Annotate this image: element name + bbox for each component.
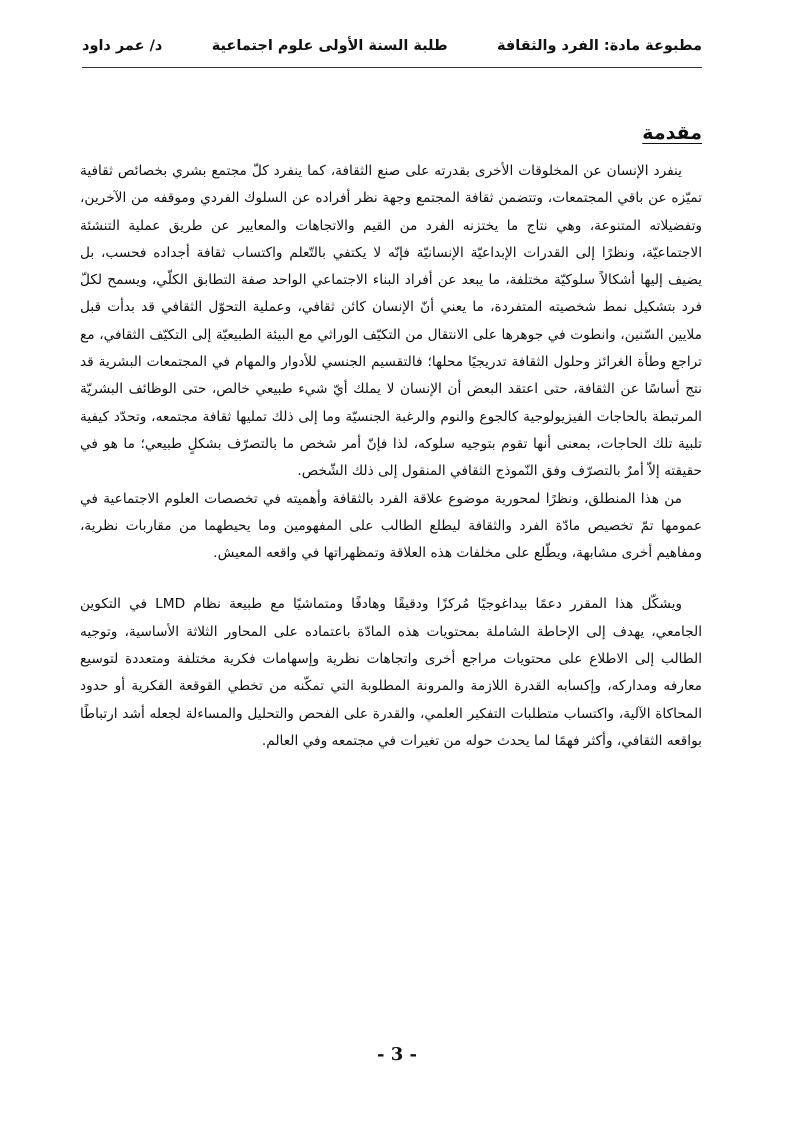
- section-title: مقدمة: [642, 122, 702, 144]
- paragraph: ينفرد الإنسان عن المخلوقات الأخرى بقدرته على صنع الثقافة، كما ينفرد كلّ مجتمع بشري بخصائص ثقافية تميّزه عن باقي المجتمعات، وتتضمن ثقافة المجتمع وجهة نظر أفراده عن السلوك الفردي وموقفه من الآخرين، وتفضيلاته المتنوعة، وهي نتاج ما يختزنه الفرد من القيم والاتجاهات والمعايير عن طريق عملية التنشئة الاجتماعيّة، ونظرًا إلى القدرات الإبداعيّة الإنسانيّة فإنّه لا يكتفي بالتّعلم واكتساب ثقافة أجداده فحسب، بل يضيف إليها أشكالاً سلوكيّة مختلفة، ما يبعد عن أفراد البناء الاجتماعي الواحد صفة التطابق الكلّي، ويسمح لكلّ فرد بتشكيل نمط شخصيته المتفردة، ما يعني أنّ الإنسان كائن ثقافي، وعملية التحوّل الثقافي قد بدأت قبل ملايين السّنين، وانطوت في جوهرها على الانتقال من التكيّف الوراثي مع البيئة الطبيعيّة إلى التكيّف الثقافي، مع تراجع وطأة الغرائز وحلول الثقافة تدريجيًا محلها؛ فالتقسيم الجنسي للأدوار والمهام في المجتمعات البشرية قد نتج أساسًا عن الثقافة، حتى اعتقد البعض أن الإنسان لا يملك أيّ شيء طبيعي خالص، حتى الوظائف البشريّة المرتبطة بالحاجات الفيزيولوجية كالجوع والنوم والرغبة الجنسيّة وما إلى ذلك تمليها ثقافة مجتمعه، وتحدّد كيفية تلبية تلك الحاجات، بمعنى أنها تقوم بتوجيه سلوكه، لذا فإنّ أمر شخص ما بالتصرّف بشكلٍ طبيعي؛ ما هو في حقيقته إلاّ أمرٌ بالتصرّف وفق النّموذج الثقافي المنقول إلى ذلك الشّخص.: [80, 163, 702, 480]
- audience-label: طلبة السنة الأولى علوم اجتماعية: [211, 38, 448, 54]
- body-text: [80, 158, 702, 755]
- running-header: [82, 38, 702, 54]
- paragraph: ويشكّل هذا المقرر دعمًا بيداغوجيًا مُركزًا ودقيقًا وهادفًا ومتماشيًا مع طبيعة نظام LMD في التكوين الجامعي، يهدف إلى الإحاطة الشاملة بمحتويات هذه المادّة باعتماده على المحاور الثلاثة الأساسية، وتوجيه الطالب إلى الاطلاع على محتويات مراجع أخرى واتجاهات نظرية وإسهامات فكرية مختلفة ومتعددة لتوسيع معارفه ومداركه، وإكسابه القدرة اللازمة والمرونة المطلوبة التي تمكّنه من تخطي القوقعة الفكرية أو حدود المحاكاة الآلية، واكتساب متطلبات التفكير العلمي، والقدرة على الفحص والتحليل والمساءلة لجعله أشد ارتباطًا بواقعه الثقافي، وأكثر فهمًا لما يحدث حوله من تغيرات في مجتمعه وفي العالم.: [80, 596, 702, 749]
- header-rule: [82, 67, 702, 68]
- author-name: د/ عمر داود: [82, 38, 163, 54]
- page-number: - 3 -: [377, 1044, 417, 1065]
- paragraph: من هذا المنطلق، ونظرًا لمحورية موضوع علاقة الفرد بالثقافة وأهميته في تخصصات العلوم الاجتماعية في عمومها تمّ تخصيص مادّة الفرد والثقافة ليطلع الطالب على المفهومين وما يحيطهما من مقاربات نظرية، ومفاهيم أخرى مشابهة، ويطّلع على مخلفات هذه العلاقة وتمظهراتها في واقعه المعيش.: [80, 490, 702, 562]
- course-title: مطبوعة مادة: الفرد والثقافة: [496, 38, 702, 54]
